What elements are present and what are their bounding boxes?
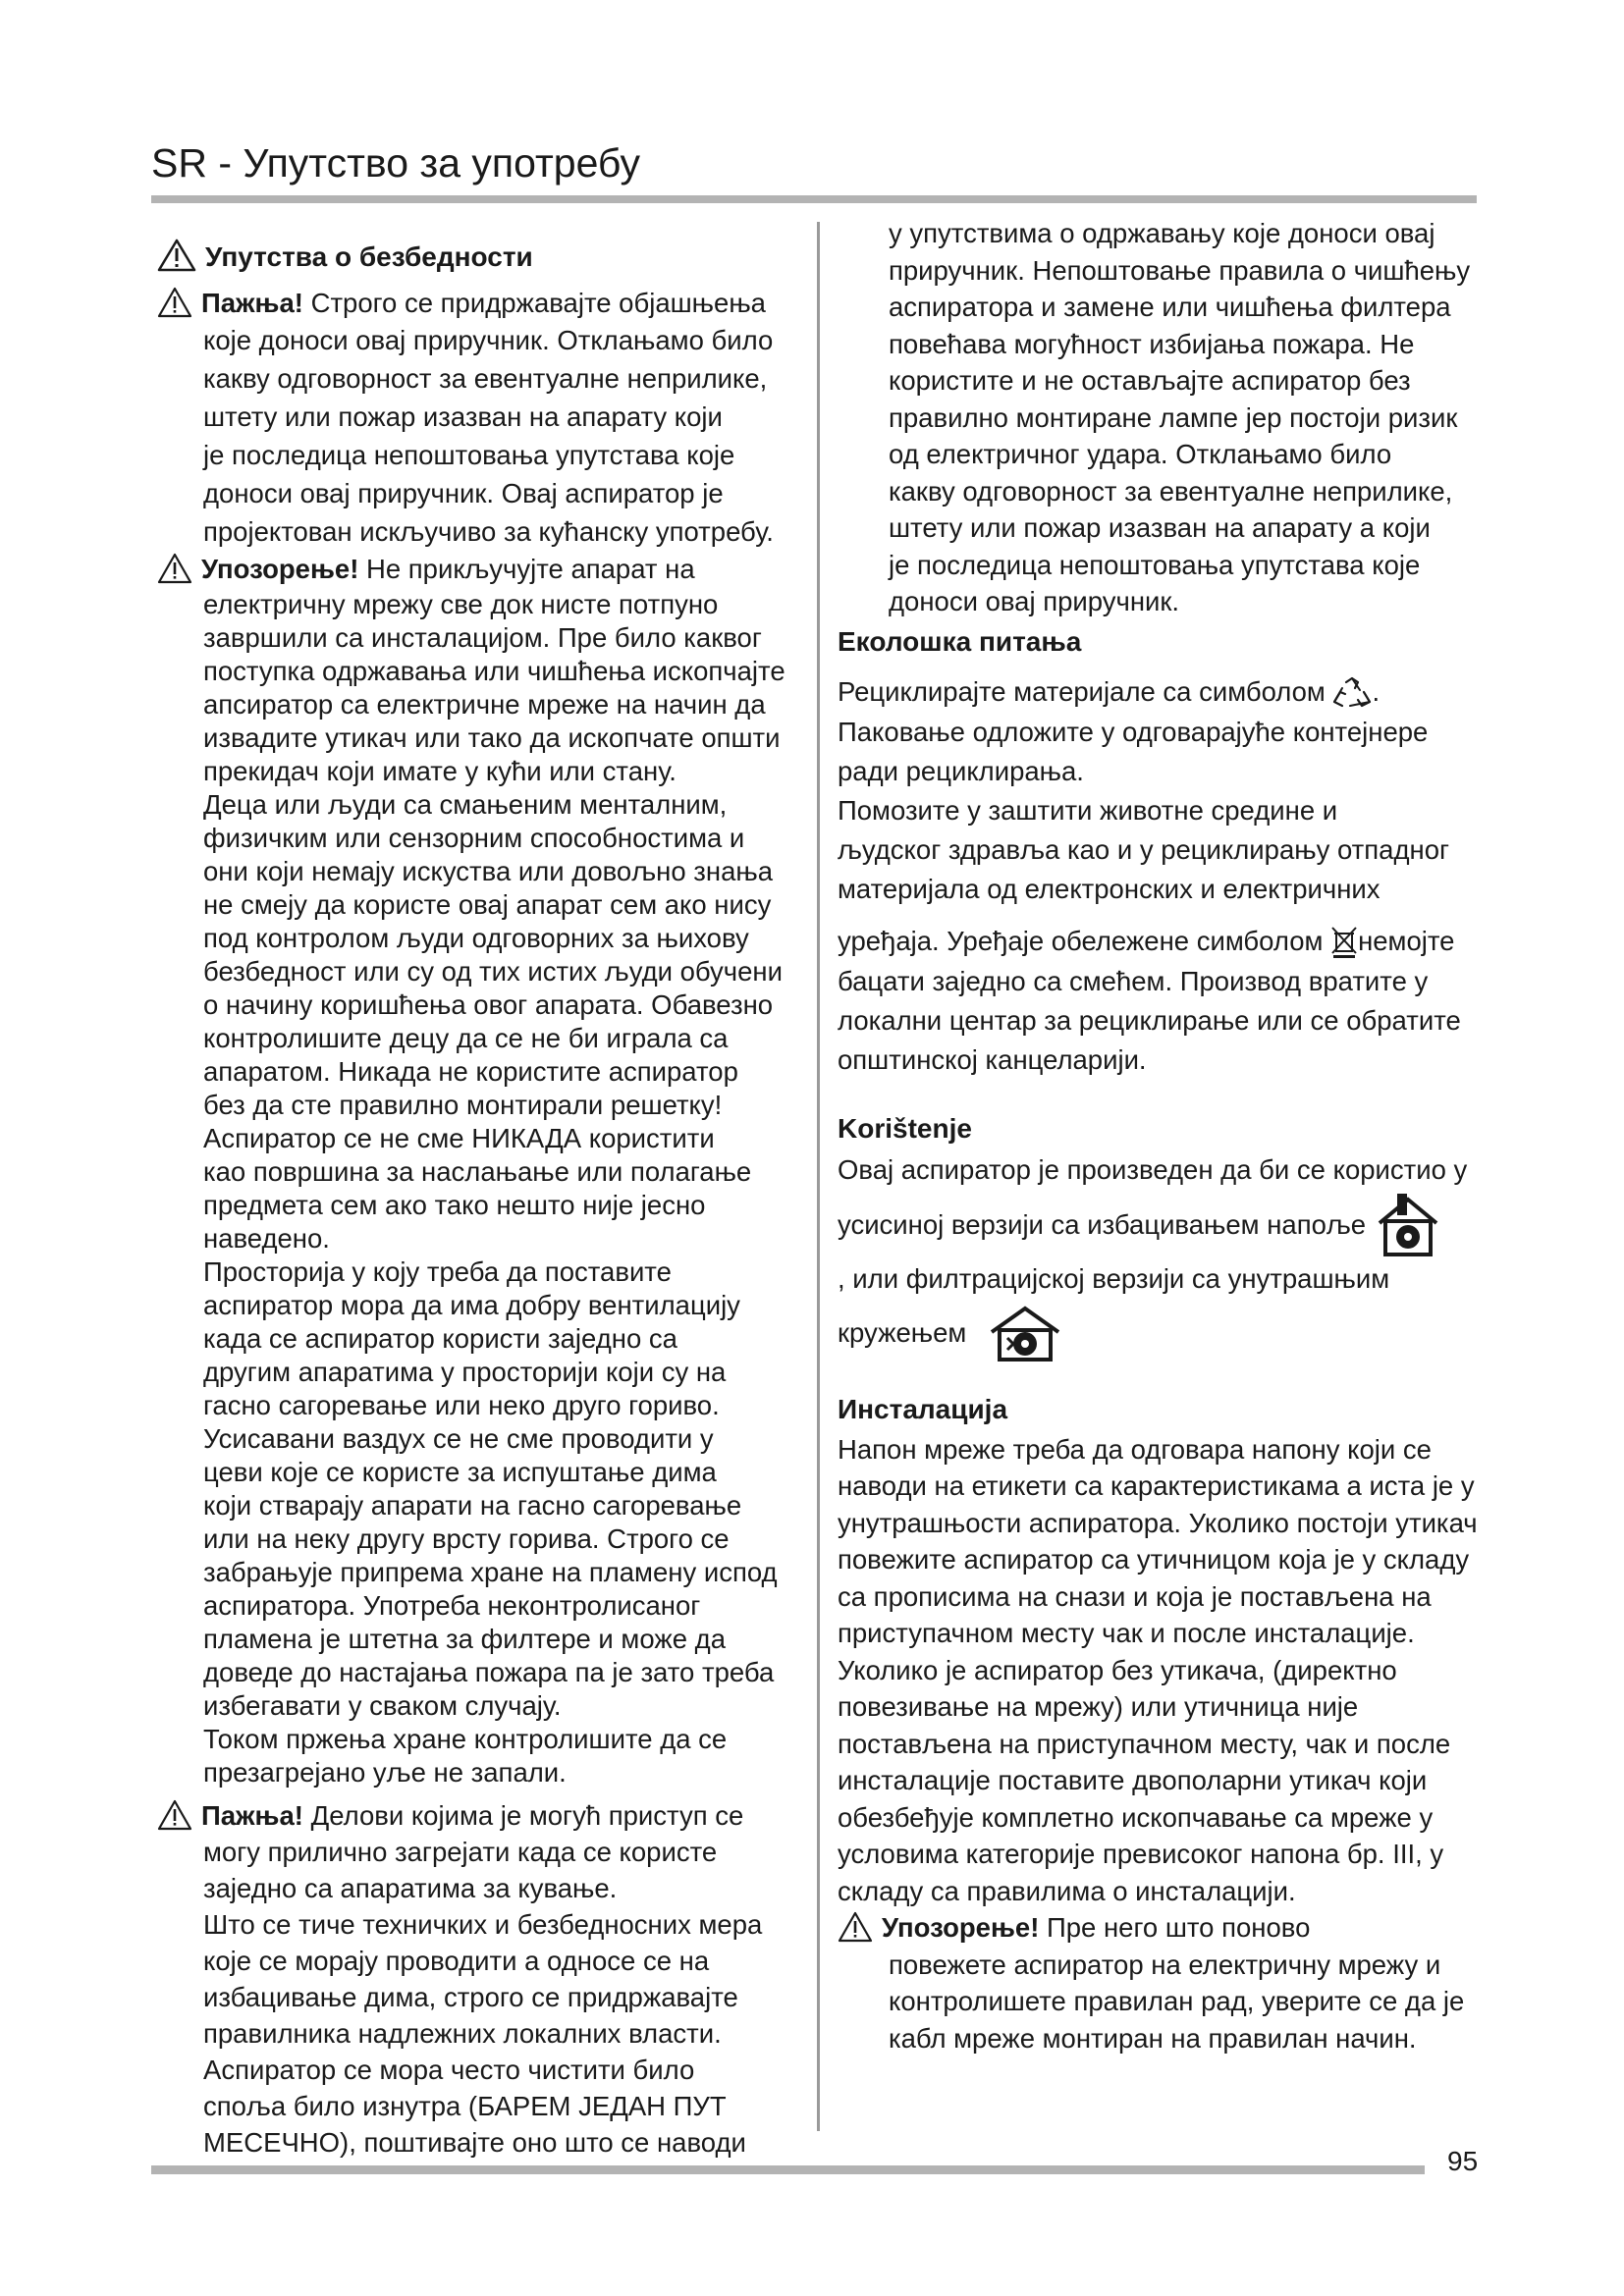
installation-heading: Инсталација (838, 1393, 1008, 1424)
paragraph-3-first-line (157, 1797, 795, 1834)
paragraph-1-first-line (157, 285, 795, 321)
column-divider (817, 222, 820, 2131)
text-line: Током пржења хране контролишите да се (203, 1723, 728, 1754)
text-line: МЕСЕЧНО), поштивајте оно што се наводи (203, 2126, 746, 2158)
text-line: Напон мреже треба да одговара напону који се (838, 1433, 1432, 1465)
text-line: општинској канцеларији. (838, 1043, 1147, 1075)
text-line: Рециклирајте материјале са симболом (838, 675, 1333, 707)
warning-label: Упозорење! (201, 554, 359, 585)
eco-line-weee (838, 921, 1476, 962)
text-line: Помозите у заштити животне средине и (838, 794, 1338, 826)
warning-icon (838, 1911, 873, 1943)
text-line: Што се тиче техничких и безбедносних мера (203, 1908, 763, 1940)
use-heading: Korištenje (838, 1112, 972, 1144)
text-line: кабл мреже монтиран на правилан начин. (889, 2022, 1417, 2054)
eco-line-recycle (838, 671, 1476, 713)
text-line: физичким или сензорним способностима и (203, 822, 745, 853)
text-line: или на неку другу врсту горива. Строго се (203, 1522, 730, 1554)
text-line: Просторија у коју треба да поставите (203, 1255, 672, 1287)
caution-label: Пажња! (201, 1799, 303, 1831)
text-line: са прописима на снази и која је постављена на (838, 1580, 1432, 1612)
text-line: од електричног удара. Отклањамо било (889, 439, 1392, 469)
recycle-icon (1332, 676, 1372, 710)
safety-heading-text: Упутства о безбедности (205, 241, 533, 272)
text-line: гасно сагоревање или неко друго гориво. (203, 1389, 720, 1420)
text-line: Паковање одложите у одговарајуће контејнере (838, 716, 1429, 747)
text-line: под контролом људи одговорних за њихову (203, 922, 749, 953)
caution-label: Пажња! (201, 288, 303, 319)
eco-heading: Еколошка питања (838, 625, 1082, 657)
text-line: Делови којима је могућ приступ се (302, 1799, 744, 1831)
header-rule (151, 195, 1477, 203)
text-line: контролишите децу да се не би играла са (203, 1022, 729, 1053)
text-line: другим апаратима у просторији који су на (203, 1356, 727, 1387)
text-line: о начину коришћења овог апарата. Обавезно (203, 988, 774, 1020)
text-line: унутрашњости аспиратора. Уколико постоји утикач (838, 1507, 1478, 1538)
text-line: безбедност или су од тих истих људи обучени (203, 955, 783, 987)
text-line: извадите утикач или тако да ископчате општи (203, 721, 781, 753)
text-line: је последица непоштовања упутстава које (889, 549, 1421, 580)
text-line: повећава могућност избијања пожара. Не (889, 328, 1415, 359)
text-line: које се морају проводити а односе се на (203, 1945, 710, 1976)
text-line: могу прилично загрејати када се користе (203, 1836, 718, 1867)
text-line: правилно монтиране лампе јер постоји ризик (889, 401, 1458, 433)
text-line: постављена на приступачном месту, чак и после (838, 1728, 1451, 1759)
text-line: какву одговорност за евентуалне неприлике, (889, 475, 1453, 507)
warning-icon (157, 553, 192, 584)
use-line-exhaust (838, 1190, 1476, 1260)
text-line: какву одговорност за евентуалне неприлике, (203, 363, 768, 395)
text-line: користите и не остављајте аспиратор без (889, 365, 1411, 396)
text-line: они који немају искуства или довољно знања (203, 855, 773, 886)
text-line: усисиној верзији са избацивањем напоље (838, 1208, 1374, 1240)
text-line: правилника надлежних локалних власти. (203, 2017, 722, 2049)
text-line: прекидач који имате у кући или стану. (203, 755, 677, 786)
text-line: апаратом. Никада не користите аспиратор (203, 1055, 738, 1087)
text-line: пламена је штетна за филтере и може да (203, 1623, 726, 1654)
text-line: условима категорије превисоког напона бр. III, у (838, 1839, 1444, 1869)
text-line: Аспиратор се не сме НИКАДА користити (203, 1122, 715, 1153)
text-line: аспиратора и замене или чишћења филтера (889, 292, 1451, 322)
text-line: материјала од електронских и електричних (838, 873, 1380, 904)
text-line: немојте (1358, 925, 1455, 956)
text-line: повежите аспиратор са утичницом која је у складу (838, 1544, 1470, 1575)
text-line: наведено. (203, 1222, 330, 1254)
safety-heading (157, 239, 795, 275)
text-line: Уколико је аспиратор без утикача, (директно (838, 1654, 1397, 1685)
text-line: повежете аспиратор на електричну мрежу и (889, 1949, 1441, 1980)
text-line: аспиратора. Употреба неконтролисаног (203, 1589, 701, 1621)
text-line: презагрејано уље не запали. (203, 1756, 567, 1788)
text-line: предмета сем ако тако нешто није јесно (203, 1189, 706, 1220)
left-column (157, 239, 795, 2161)
warning-icon (157, 287, 192, 318)
text-line: електричну мрежу све док нисте потпуно (203, 588, 719, 619)
text-line: не смеју да користе овај апарат сем ако нису (203, 888, 772, 920)
text-line: цеви које се користе за испуштање дима (203, 1456, 717, 1487)
text-line: аспиратор мора да има добру вентилацију (203, 1289, 740, 1320)
text-line: поступка одржавања или чишћења ископчајте (203, 655, 785, 686)
text-line: инсталације поставите двополарни утикач који (838, 1765, 1428, 1795)
text-line: Овај аспиратор је произведен да би се користио у (838, 1153, 1468, 1185)
text-line: Аспиратор се мора често чистити било (203, 2054, 695, 2085)
ducted-version-icon (1374, 1194, 1442, 1258)
text-line: које доноси овај приручник. Отклањамо било (203, 325, 774, 356)
warning-icon (157, 239, 196, 272)
text-line: бацати заједно са смећем. Производ вратите у (838, 965, 1429, 996)
recirculation-version-icon (986, 1305, 1064, 1363)
text-line: Строго се придржавајте објашњења (302, 288, 766, 319)
installation-warning-first-line (838, 1909, 1476, 1947)
text-line: Усисавани ваздух се не сме проводити у (203, 1422, 714, 1454)
text-line: споља било изнутра (БАРЕМ ЈЕДАН ПУТ (203, 2090, 727, 2121)
text-line: ради рециклирања. (838, 755, 1084, 786)
text-line: Пре него што поново (1039, 1912, 1311, 1943)
text-line: пројектован искључиво за кућанску употребу. (203, 516, 774, 548)
text-line: локални центар за рециклирање или се обратите (838, 1004, 1461, 1036)
text-line: кружењем (838, 1316, 974, 1348)
text-line: доноси овај приручник. Овај аспиратор је (203, 478, 724, 509)
text-line: доведе до настајања пожара па је зато треба (203, 1656, 775, 1687)
text-line: , или филтрацијској верзији са унутрашњим (838, 1262, 1390, 1294)
text-line: контролишете правилан рад, уверите се да је (889, 1986, 1465, 2016)
text-line: штету или пожар изазван на апарату који (203, 401, 723, 433)
text-line: Деца или људи са смањеним менталним, (203, 788, 728, 820)
text-line: приручник. Непоштовање правила о чишћењу (889, 254, 1471, 286)
text-line: када се аспиратор користи заједно са (203, 1322, 677, 1354)
text-line: уређаја. Уређаје обележене симболом (838, 925, 1331, 956)
text-line: повезивање на мрежу) или утичница није (838, 1691, 1359, 1722)
warning-label: Упозорење! (882, 1912, 1040, 1943)
paragraph-2-first-line (157, 551, 795, 587)
footer-rule (151, 2165, 1425, 2174)
page-title: SR - Упутство за употребу (151, 140, 641, 186)
text-line: Не прикључујте апарат на (358, 554, 695, 585)
text-line: је последица непоштовања упутстава које (203, 440, 735, 471)
text-line: у упутствима о одржавању које доноси овај (889, 218, 1435, 248)
warning-icon (157, 1799, 192, 1831)
text-line: заједно са апаратима за кување. (203, 1872, 618, 1903)
page-number: 95 (1447, 2146, 1479, 2176)
text-line: људског здравља као и у рециклирању отпадног (838, 833, 1450, 865)
text-line: обезбеђује комплетно ископчавање са мреже у (838, 1801, 1434, 1833)
text-line: наводи на етикети са карактеристикама а иста је у (838, 1470, 1475, 1501)
weee-crossed-bin-icon (1330, 926, 1358, 959)
text-line: као површина за наслањање или полагање (203, 1155, 752, 1187)
text-line: забрањује припрема хране на пламену испод (203, 1556, 778, 1587)
text-line: штету или пожар изазван на апарату а који (889, 512, 1431, 543)
use-line-recirculation (838, 1298, 1476, 1368)
text-line: избацивање дима, строго се придржавајте (203, 1981, 738, 2012)
text-line: који стварају апарати на гасно сагоревање (203, 1489, 742, 1521)
text-line: приступачном месту чак и после инсталације. (838, 1618, 1415, 1648)
text-line: доноси овај приручник. (889, 586, 1180, 616)
text-line: складу са правилима о инсталацији. (838, 1875, 1296, 1906)
right-column (838, 215, 1476, 2056)
text-line: завршили са инсталацијом. Пре било каквог (203, 621, 762, 653)
text-line: без да сте правилно монтирали решетку! (203, 1089, 723, 1120)
text-line: избегавати у сваком случају. (203, 1689, 562, 1721)
text-line: . (1372, 675, 1380, 707)
text-line: апсиратор са електричне мреже на начин да (203, 688, 766, 720)
